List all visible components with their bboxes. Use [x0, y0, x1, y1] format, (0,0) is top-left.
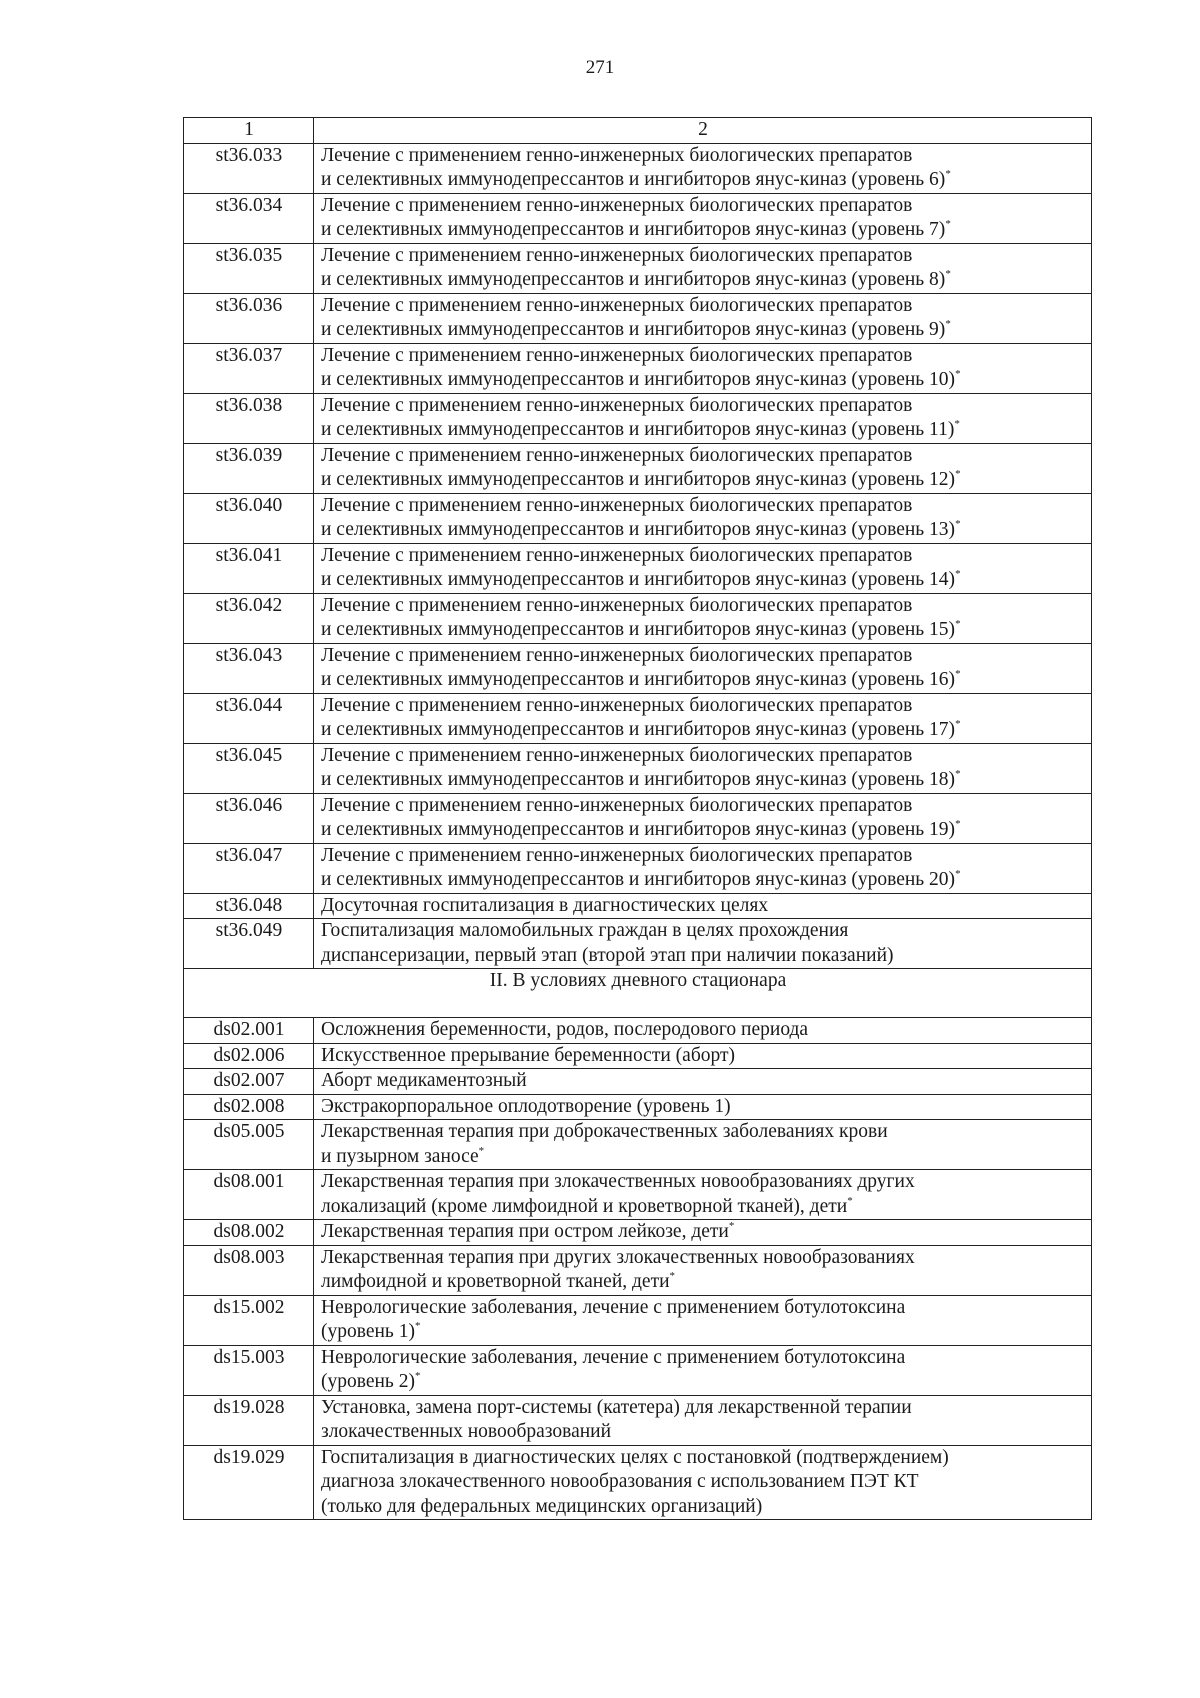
- row-description: [314, 843, 1092, 893]
- table-row: [184, 1445, 1092, 1520]
- table-row: [184, 193, 1092, 243]
- row-description: [314, 1094, 1092, 1120]
- row-description-text: Лечение с применением генно-инженерных биологических препаратов и селективных иммунодепрессантов и ингибиторов янус-киназ (уровень 6): [321, 144, 946, 190]
- footnote-marker: *: [669, 1270, 676, 1282]
- footnote-marker: *: [955, 368, 961, 380]
- row-code: ds19.029: [184, 1445, 314, 1520]
- footnote-marker: *: [955, 468, 961, 480]
- row-description-text: Лечение с применением генно-инженерных биологических препаратов и селективных иммунодепрессантов и ингибиторов янус-киназ (уровень 16): [321, 644, 956, 690]
- page-number: 271: [585, 57, 615, 78]
- row-code: st36.041: [184, 543, 314, 593]
- footnote-marker: *: [955, 868, 961, 880]
- footnote-marker: *: [945, 318, 951, 330]
- row-description-text: Лечение с применением генно-инженерных биологических препаратов и селективных иммунодепрессантов и ингибиторов янус-киназ (уровень 7): [321, 194, 946, 240]
- row-description: [314, 1245, 1092, 1295]
- section-row: [184, 969, 1092, 1018]
- row-description-text: Госпитализация в диагностических целях с постановкой (подтверждением) диагноза злокачественного новообразования с использованием ПЭТ КТ (только для федеральных медицинских организаций): [321, 1446, 949, 1517]
- row-code: st36.045: [184, 743, 314, 793]
- row-code: ds02.001: [184, 1018, 314, 1044]
- table-row: [184, 643, 1092, 693]
- row-description: [314, 343, 1092, 393]
- row-code: st36.046: [184, 793, 314, 843]
- table-row: [184, 1069, 1092, 1095]
- row-description: [314, 919, 1092, 969]
- table-row: [184, 143, 1092, 193]
- row-description-text: Лечение с применением генно-инженерных биологических препаратов и селективных иммунодепрессантов и ингибиторов янус-киназ (уровень 11): [321, 394, 955, 440]
- row-code: ds08.003: [184, 1245, 314, 1295]
- row-code: ds19.028: [184, 1395, 314, 1445]
- row-code: st36.040: [184, 493, 314, 543]
- footnote-marker: *: [955, 768, 961, 780]
- row-code: st36.037: [184, 343, 314, 393]
- footnote-marker: *: [955, 518, 961, 530]
- row-description-text: Лечение с применением генно-инженерных биологических препаратов и селективных иммунодепрессантов и ингибиторов янус-киназ (уровень 12): [321, 444, 956, 490]
- table-row: [184, 493, 1092, 543]
- row-description-text: Лечение с применением генно-инженерных биологических препаратов и селективных иммунодепрессантов и ингибиторов янус-киназ (уровень 9): [321, 294, 946, 340]
- row-description-text: Лечение с применением генно-инженерных биологических препаратов и селективных иммунодепрессантов и ингибиторов янус-киназ (уровень 19): [321, 794, 956, 840]
- row-code: ds15.003: [184, 1345, 314, 1395]
- footnote-marker: *: [945, 168, 951, 180]
- table-row: [184, 1395, 1092, 1445]
- footnote-marker: *: [945, 218, 951, 230]
- row-description-text: Лечение с применением генно-инженерных биологических препаратов и селективных иммунодепрессантов и ингибиторов янус-киназ (уровень 13): [321, 494, 956, 540]
- row-description: [314, 593, 1092, 643]
- table-row: [184, 243, 1092, 293]
- row-description: [314, 293, 1092, 343]
- table-row: [184, 793, 1092, 843]
- row-code: ds15.002: [184, 1295, 314, 1345]
- row-description: [314, 393, 1092, 443]
- tariff-table: [183, 117, 1092, 1520]
- row-code: st36.044: [184, 693, 314, 743]
- row-description: [314, 1043, 1092, 1069]
- table-body-section: [184, 969, 1092, 1018]
- row-description: [314, 1018, 1092, 1044]
- row-description: [314, 743, 1092, 793]
- table-row: [184, 343, 1092, 393]
- row-description: [314, 1345, 1092, 1395]
- row-code: st36.043: [184, 643, 314, 693]
- table-row: [184, 919, 1092, 969]
- table-row: [184, 893, 1092, 919]
- row-code: ds02.007: [184, 1069, 314, 1095]
- table-header-row: [184, 118, 1092, 144]
- footnote-marker: *: [955, 718, 961, 730]
- row-description: [314, 1295, 1092, 1345]
- row-description-text: Неврологические заболевания, лечение с применением ботулотоксина (уровень 1): [321, 1296, 906, 1342]
- table-row: [184, 393, 1092, 443]
- table-row: [184, 293, 1092, 343]
- row-code: st36.035: [184, 243, 314, 293]
- row-description-text: Лекарственная терапия при злокачественных новообразованиях других локализаций (кроме лимфоидной и кроветворной тканей), дети: [321, 1171, 915, 1217]
- row-description: [314, 143, 1092, 193]
- table-row: [184, 1345, 1092, 1395]
- row-description-text: Экстракорпоральное оплодотворение (уровень 1): [321, 1095, 731, 1117]
- row-description: [314, 543, 1092, 593]
- table-row: [184, 843, 1092, 893]
- footnote-marker: *: [954, 418, 960, 430]
- row-code: ds05.005: [184, 1120, 314, 1170]
- table-row: [184, 1043, 1092, 1069]
- table-body-inpatient: [184, 143, 1092, 969]
- row-code: ds08.001: [184, 1170, 314, 1220]
- footnote-marker: *: [955, 668, 961, 680]
- row-description-text: Лекарственная терапия при доброкачественных заболеваниях крови и пузырном заносе: [321, 1121, 888, 1167]
- row-description-text: Осложнения беременности, родов, послеродового периода: [321, 1019, 809, 1040]
- row-code: st36.039: [184, 443, 314, 493]
- footnote-marker: *: [847, 1194, 853, 1207]
- footnote-marker: *: [728, 1220, 735, 1232]
- table-row: [184, 1295, 1092, 1345]
- column-header-2: 2: [314, 118, 1092, 144]
- row-description-text: Лечение с применением генно-инженерных биологических препаратов и селективных иммунодепрессантов и ингибиторов янус-киназ (уровень 10): [321, 344, 956, 390]
- row-code: ds08.002: [184, 1220, 314, 1246]
- row-code: st36.048: [184, 893, 314, 919]
- row-description-text: Лекарственная терапия при других злокачественных новообразованиях лимфоидной и кроветворной тканей, дети: [321, 1246, 915, 1292]
- row-description: [314, 443, 1092, 493]
- row-description-text: Лечение с применением генно-инженерных биологических препаратов и селективных иммунодепрессантов и ингибиторов янус-киназ (уровень 17): [321, 694, 956, 740]
- footnote-marker: *: [414, 1370, 421, 1382]
- row-description-text: Лечение с применением генно-инженерных биологических препаратов и селективных иммунодепрессантов и ингибиторов янус-киназ (уровень 20): [321, 844, 956, 890]
- row-description: [314, 1120, 1092, 1170]
- row-description: [314, 1220, 1092, 1246]
- row-description: [314, 1445, 1092, 1520]
- row-description-text: Лечение с применением генно-инженерных биологических препаратов и селективных иммунодепрессантов и ингибиторов янус-киназ (уровень 15): [321, 594, 956, 640]
- row-description-text: Лечение с применением генно-инженерных биологических препаратов и селективных иммунодепрессантов и ингибиторов янус-киназ (уровень 14): [321, 544, 956, 590]
- table-row: [184, 593, 1092, 643]
- table-row: [184, 1245, 1092, 1295]
- row-description: [314, 1395, 1092, 1445]
- section-title: II. В условиях дневного стационара: [184, 969, 1092, 1018]
- row-description: [314, 243, 1092, 293]
- row-description: [314, 193, 1092, 243]
- row-description-text: Лечение с применением генно-инженерных биологических препаратов и селективных иммунодепрессантов и ингибиторов янус-киназ (уровень 18): [321, 744, 956, 790]
- row-description-text: Госпитализация маломобильных граждан в целях прохождения диспансеризации, первый этап (второй этап при наличии показаний): [321, 920, 894, 966]
- table-row: [184, 1170, 1092, 1220]
- row-description-text: Досуточная госпитализация в диагностических целях: [321, 894, 769, 916]
- table-row: [184, 743, 1092, 793]
- table-row: [184, 1120, 1092, 1170]
- row-description-text: Искусственное прерывание беременности (аборт): [321, 1044, 735, 1066]
- row-description: [314, 793, 1092, 843]
- row-code: st36.047: [184, 843, 314, 893]
- row-description: [314, 693, 1092, 743]
- row-description: [314, 1170, 1092, 1220]
- row-code: st36.042: [184, 593, 314, 643]
- row-description-text: Лечение с применением генно-инженерных биологических препаратов и селективных иммунодепрессантов и ингибиторов янус-киназ (уровень 8): [321, 244, 946, 290]
- footnote-marker: *: [955, 818, 961, 830]
- table-row: [184, 543, 1092, 593]
- row-code: st36.034: [184, 193, 314, 243]
- row-code: st36.038: [184, 393, 314, 443]
- row-description: [314, 1069, 1092, 1095]
- footnote-marker: *: [955, 568, 961, 580]
- table-body-day-hospital: [184, 1018, 1092, 1520]
- row-description: [314, 493, 1092, 543]
- footnote-marker: *: [414, 1320, 421, 1332]
- row-code: ds02.008: [184, 1094, 314, 1120]
- footnote-marker: *: [478, 1144, 485, 1157]
- table-row: [184, 1220, 1092, 1246]
- footnote-marker: *: [955, 618, 961, 630]
- table-row: [184, 443, 1092, 493]
- row-description: [314, 893, 1092, 919]
- row-description-text: Лекарственная терапия при остром лейкозе, дети: [321, 1221, 729, 1242]
- row-description-text: Аборт медикаментозный: [321, 1070, 527, 1091]
- row-description-text: Неврологические заболевания, лечение с применением ботулотоксина (уровень 2): [321, 1346, 906, 1392]
- row-description: [314, 643, 1092, 693]
- column-header-1: 1: [184, 118, 314, 144]
- row-code: st36.036: [184, 293, 314, 343]
- footnote-marker: *: [945, 268, 951, 280]
- row-code: ds02.006: [184, 1043, 314, 1069]
- row-code: st36.033: [184, 143, 314, 193]
- table-row: [184, 693, 1092, 743]
- row-description-text: Установка, замена порт-системы (катетера) для лекарственной терапии злокачественных новообразований: [321, 1396, 912, 1442]
- table-row: [184, 1094, 1092, 1120]
- table-row: [184, 1018, 1092, 1044]
- row-code: st36.049: [184, 919, 314, 969]
